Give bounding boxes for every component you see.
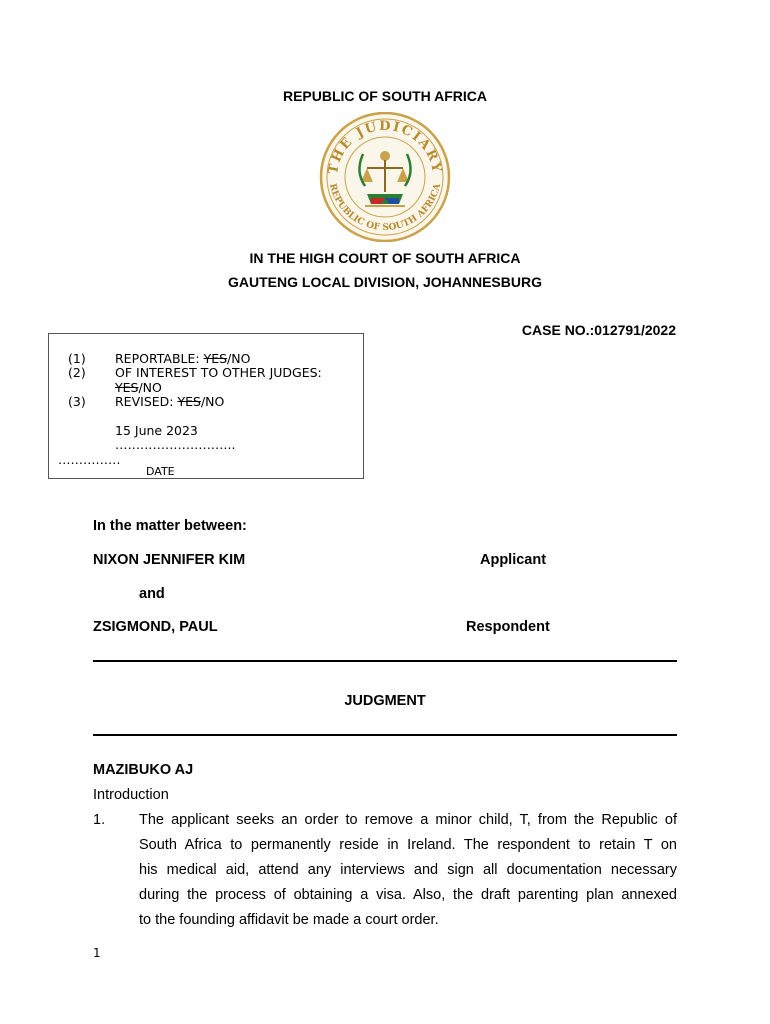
- judgment-date: 15 June 2023: [115, 423, 198, 438]
- applicant-name: NIXON JENNIFER KIM: [93, 552, 246, 568]
- case-number: CASE NO.:012791/2022: [521, 322, 676, 338]
- status-item-reportable: [115, 351, 250, 366]
- date-dots-line-2: ……………: [58, 452, 121, 467]
- struck-option: YES: [177, 394, 201, 409]
- paragraph-line: his medical aid, attend any interviews and sign all documentation necessary: [139, 862, 677, 878]
- judiciary-seal-logo: [315, 112, 455, 242]
- court-division: GAUTENG LOCAL DIVISION, JOHANNESBURG: [228, 274, 542, 290]
- divider-bottom: [93, 734, 677, 736]
- judge-name: MAZIBUKO AJ: [93, 762, 194, 778]
- applicant-role: Applicant: [480, 552, 547, 568]
- selected-option: /NO: [138, 380, 162, 395]
- paragraph-line: to the founding affidavit be made a court order.: [139, 912, 439, 928]
- court-name: IN THE HIGH COURT OF SOUTH AFRICA: [249, 250, 521, 266]
- respondent-name: ZSIGMOND, PAUL: [93, 619, 218, 635]
- respondent-role: Respondent: [466, 619, 550, 635]
- paragraph-line: South Africa to permanently reside in Ireland. The respondent to retain T on: [139, 837, 677, 853]
- date-label: DATE: [146, 465, 175, 478]
- paragraph-line: The applicant seeks an order to remove a minor child, T, from the Republic of: [139, 812, 677, 828]
- status-item-2-number: (2): [68, 365, 86, 380]
- selected-option: /NO: [200, 394, 225, 409]
- matter-intro: In the matter between:: [93, 518, 247, 534]
- status-item-interest-label: OF INTEREST TO OTHER JUDGES:: [115, 365, 322, 380]
- seal-bottom-text: REPUBLIC OF SOUTH AFRICA: [326, 182, 444, 234]
- divider-top: [93, 660, 677, 662]
- judgment-title: JUDGMENT: [344, 693, 426, 709]
- status-item-interest-value: [115, 380, 162, 395]
- date-dots-line: ………………………..: [115, 437, 236, 452]
- paragraph-number: 1.: [93, 812, 106, 828]
- struck-option: YES: [115, 380, 139, 395]
- parties-conjunction: and: [139, 586, 165, 602]
- republic-heading: REPUBLIC OF SOUTH AFRICA: [282, 88, 488, 104]
- selected-option: /NO: [227, 351, 251, 366]
- status-item-label: REPORTABLE:: [115, 351, 204, 366]
- status-item-label: REVISED:: [115, 394, 178, 409]
- status-item-3-number: (3): [68, 394, 86, 409]
- status-item-1-number: (1): [68, 351, 86, 366]
- struck-option: YES: [203, 351, 228, 366]
- page-number: 1: [93, 946, 101, 960]
- seal-top-text: THE JUDICIARY: [325, 118, 445, 176]
- status-item-revised: [115, 394, 224, 409]
- paragraph-line: during the process of obtaining a visa. Also, the draft parenting plan annexed: [139, 887, 677, 903]
- section-heading: Introduction: [93, 787, 169, 803]
